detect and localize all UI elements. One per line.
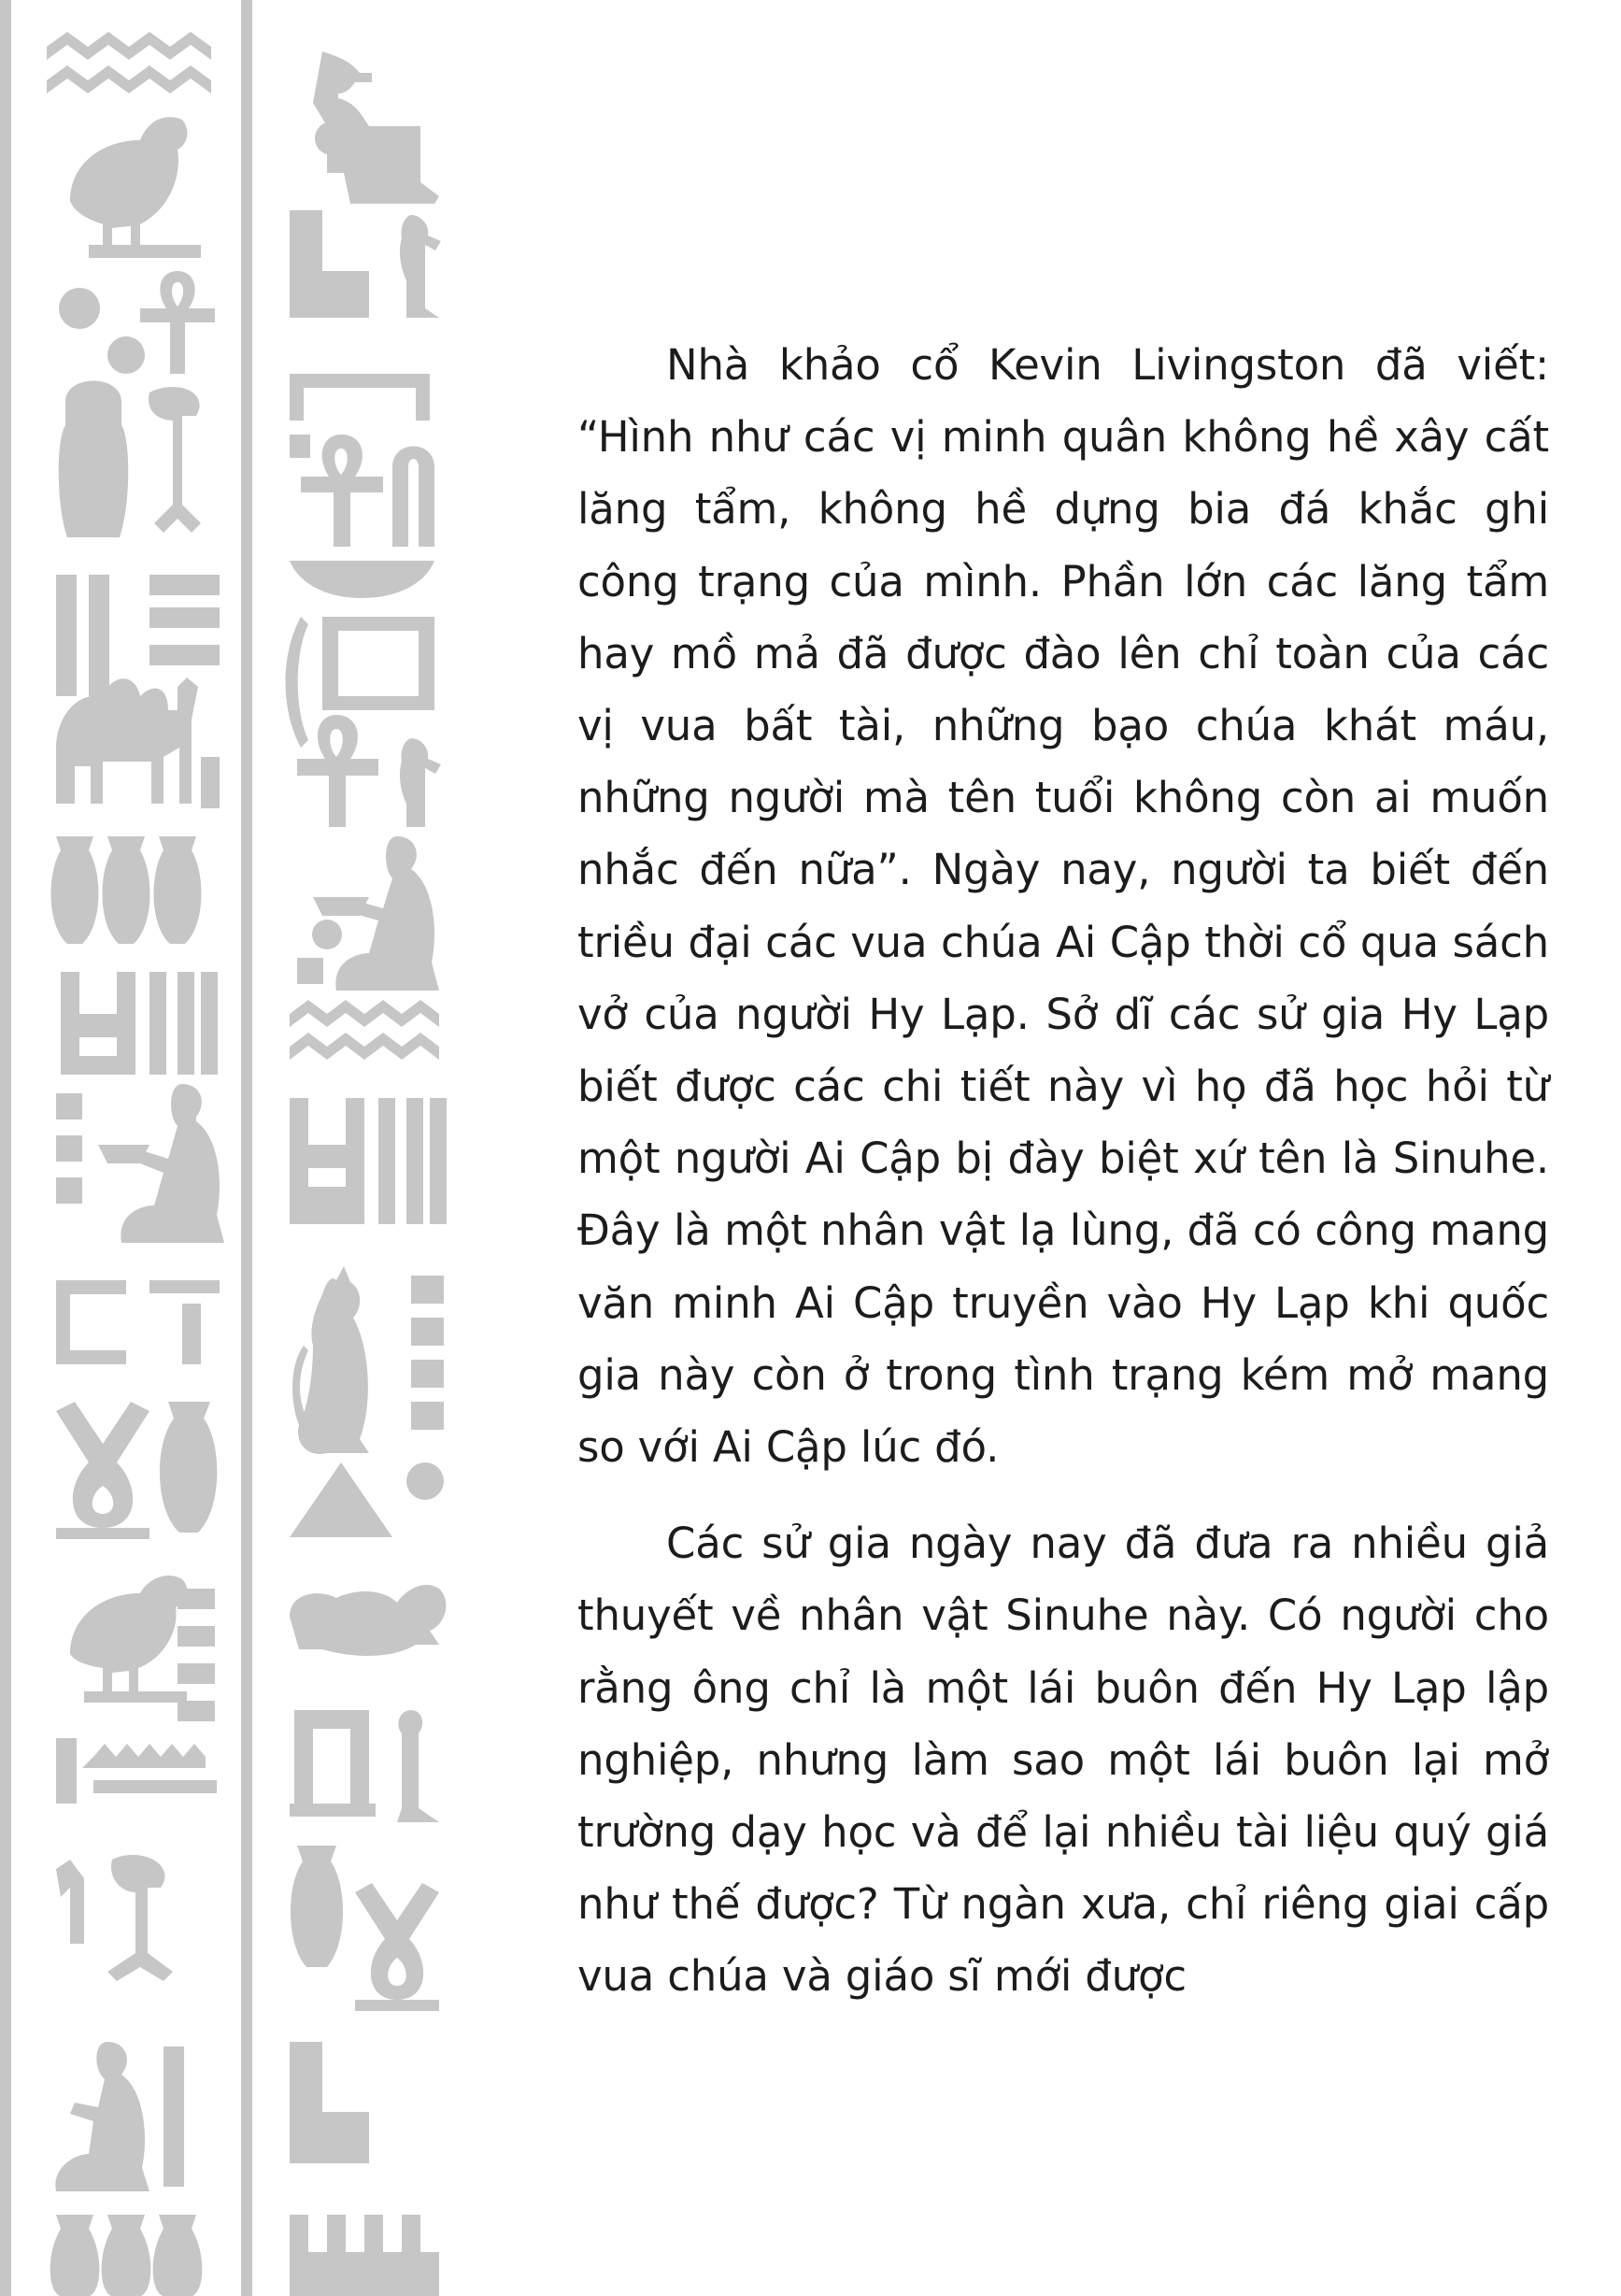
vase-glyph-icon [153, 2215, 203, 2296]
stair-glyph-icon [290, 1098, 364, 1224]
bar-glyph-icon [290, 435, 310, 458]
bar-glyph-icon [164, 2046, 184, 2187]
reed-bar-icon [201, 972, 218, 1075]
reed-bar-icon [406, 1098, 423, 1224]
ankh-icon [297, 715, 378, 827]
water-glyph-icon [47, 32, 211, 60]
square-glyph-icon [411, 1318, 444, 1346]
cobra-staff-icon [107, 1855, 173, 1981]
sceptre-glyph-icon [149, 387, 201, 533]
bar-glyph-icon [149, 1280, 220, 1293]
square-glyph-icon [411, 1402, 444, 1430]
body-text [577, 329, 1549, 2013]
cartouche-box-icon [322, 617, 434, 710]
boat-glyph-icon [290, 561, 434, 598]
reed-bar-icon [149, 972, 166, 1075]
mummy-glyph-icon [59, 381, 129, 538]
jackal-glyph-icon [400, 215, 441, 318]
vase-glyph-icon [291, 1846, 343, 1967]
bird-glyph-icon [70, 117, 187, 245]
reed-bar-icon [378, 1098, 395, 1224]
square-glyph-icon [56, 1135, 82, 1162]
hieroglyph-border-art [0, 0, 462, 2296]
bar-glyph-icon [178, 1701, 215, 1721]
vase-glyph-icon [160, 1402, 217, 1533]
dot-glyph-icon [315, 121, 348, 155]
cat-glyph-icon [292, 1266, 369, 1454]
comb-glyph-icon [290, 2215, 439, 2296]
water-glyph-icon [290, 1033, 439, 1060]
step-glyph-icon [290, 210, 369, 318]
ankh-icon [140, 271, 215, 374]
vase-glyph-icon [50, 2215, 100, 2296]
shrine-glyph-icon [294, 1710, 369, 1804]
vase-glyph-icon [154, 836, 202, 944]
bird-perch-icon [89, 245, 201, 258]
bar-glyph-icon [178, 1663, 215, 1684]
bar-glyph-icon [178, 1626, 215, 1647]
rope-loop-glyph-icon [56, 1402, 149, 1528]
square-glyph-icon [411, 1276, 444, 1304]
dot-glyph-icon [107, 336, 145, 374]
jackal-staff-icon [56, 1860, 84, 1944]
dot-glyph-icon [406, 1462, 444, 1500]
bar-glyph-icon [182, 1304, 201, 1364]
reed-bar-icon [89, 575, 109, 696]
rope-loop-glyph-icon [355, 1883, 439, 2000]
vase-glyph-icon [103, 836, 150, 944]
water-glyph-icon [290, 1000, 439, 1027]
reed-bar-icon [178, 972, 194, 1075]
lion-glyph-icon [290, 1585, 446, 1656]
bar-glyph-icon [201, 757, 220, 808]
reed-bar-icon [56, 575, 77, 696]
square-glyph-icon [411, 1360, 444, 1388]
paragraph: Nhà khảo cổ Kevin Livingston đã viết: “Hình như các vị minh quân không hề xây cất lăng tẩm, không hề dựng bia đá khắc ghi công trạng của mình. Phần lớn các lăng tẩm hay mồ mả đã được đào lên chỉ toàn của các vị vua bất tài, những bạo chúa khát máu, những người mà tên tuổi không còn ai muốn nhắc đến nữa”. Ngày nay, người ta biết đến triều đại các vua chúa Ai Cập thời cổ qua sách vở của người Hy Lạp. Sở dĩ các sử gia Hy Lạp biết được các chi tiết này vì họ đã học hỏi từ một người Ai Cập bị đày biệt xứ tên là Sinuhe. Đây là một nhân vật lạ lùng, đã có công mang văn minh Ai Cập truyền vào Hy Lạp khi quốc gia này còn ở trong tình trạng kém mở mang so với Ai Cập lúc đó. [577, 340, 1549, 1473]
step-glyph-icon [290, 2042, 369, 2163]
bird-glyph-icon [70, 1576, 187, 1691]
dot-glyph-icon [312, 920, 342, 949]
cartouche-bracket-icon [286, 617, 309, 748]
standing-figure-icon [397, 1710, 439, 1822]
water-glyph-icon [82, 1744, 206, 1768]
vase-glyph-icon [51, 836, 99, 944]
bar-glyph-icon [290, 1804, 376, 1817]
border-rule-middle [241, 0, 252, 2296]
camel-glyph-icon [56, 677, 198, 804]
ankh-icon [301, 435, 383, 547]
stair-glyph-icon [61, 972, 135, 1075]
seated-figure-icon [55, 2042, 149, 2191]
jackal-glyph-icon [400, 738, 441, 827]
bracket-glyph-icon [56, 1280, 126, 1364]
paragraph: Các sử gia ngày nay đã đưa ra nhiều giả thuyết về nhân vật Sinuhe này. Có người cho rằng ông chỉ là một lái buôn đến Hy Lạp lập nghiệp, nhưng làm sao một lái buôn lại mở trường dạy học và để lại nhiều tài liệu quý giá như thế được? Từ ngàn xưa, chỉ riêng giai cấp vua chúa và giáo sĩ mới được [577, 1519, 1549, 2002]
bar-glyph-icon [149, 645, 220, 665]
bar-glyph-icon [93, 1780, 217, 1793]
bar-glyph-icon [149, 607, 220, 628]
water-glyph-icon [47, 65, 211, 93]
dot-glyph-icon [59, 288, 100, 329]
reed-bar-icon [430, 1098, 447, 1224]
crook-glyph-icon [392, 447, 434, 548]
bar-glyph-icon [56, 1738, 77, 1804]
border-rule-left [0, 0, 11, 2296]
hieroglyph-border [0, 0, 462, 2296]
square-glyph-icon [297, 958, 323, 984]
pyramid-glyph-icon [290, 1462, 392, 1537]
square-glyph-icon [56, 1177, 82, 1204]
vase-glyph-icon [102, 2215, 151, 2296]
square-glyph-icon [56, 1093, 82, 1119]
bar-glyph-icon [178, 1589, 215, 1609]
bird-perch-icon [84, 1691, 187, 1703]
bar-glyph-icon [56, 1528, 149, 1539]
bar-glyph-icon [149, 575, 220, 595]
bracket-glyph-icon [290, 374, 430, 421]
bar-glyph-icon [355, 2000, 439, 2011]
